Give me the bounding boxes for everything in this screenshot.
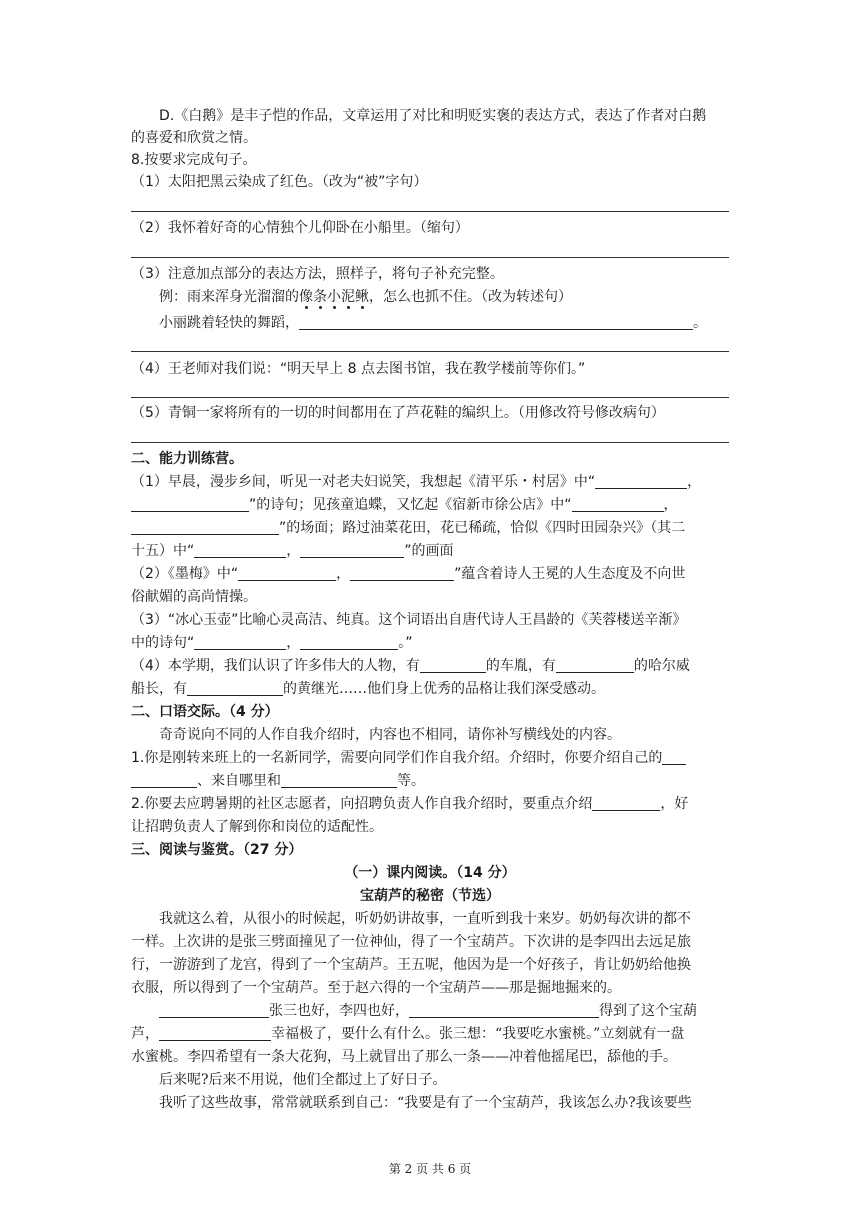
fill-blank[interactable]	[281, 771, 397, 788]
q8-sentence-4: （4）王老师对我们说：“明天早上 8 点去图书馆，我在教学楼前等你们。”	[131, 361, 586, 377]
text: ，	[687, 474, 702, 490]
text: ，	[336, 566, 351, 582]
text: 张三也好，李四也好，	[269, 1003, 409, 1019]
text: ，好	[660, 796, 689, 812]
fill-blank[interactable]	[662, 748, 686, 765]
article-para1-line3: 行，一游游到了龙宫，得到了一个宝葫芦。王五呢，他因为是一个好孩子，肯让奶奶给他换	[131, 957, 691, 973]
fill-blank[interactable]	[159, 1024, 271, 1041]
text: 船长，有	[131, 681, 187, 697]
reading-subsection: （一）课内阅读。（14 分）	[344, 865, 516, 881]
q8-sentence-3: （3）注意加点部分的表达方法，照样子，将句子补充完整。	[131, 266, 504, 282]
fill-blank[interactable]	[592, 794, 660, 811]
q7-option-d-line1: D.《白鹅》是丰子恺的作品，文章运用了对比和明贬实褒的表达方式，表达了作者对白鹅	[159, 108, 707, 124]
text: ”的场面；路过油菜花田，花已稀疏，恰似《四时田园杂兴》（其二	[279, 520, 686, 536]
fill-blank[interactable]	[194, 541, 286, 558]
text: 、来自哪里和	[197, 773, 281, 789]
text: （1）早晨，漫步乡间，听见一对老夫妇说笑，我想起《清平乐・村居》中“	[131, 474, 596, 490]
dotted-char: 条	[313, 289, 327, 305]
answer-line-5	[131, 442, 729, 443]
ability-p2-line1	[131, 564, 729, 586]
q7-option-d-line2: 的喜爱和欣赏之情。	[131, 130, 257, 146]
ability-p3-line2	[131, 633, 729, 655]
q8-sentence-5: （5）青铜一家将所有的一切的时间都用在了芦花鞋的编织上。（用修改符号修改病句）	[131, 405, 665, 421]
text: 得到了这个宝葫	[599, 1003, 697, 1019]
text: 的车胤，有	[485, 658, 556, 674]
q8-title: 8.按要求完成句子。	[131, 152, 257, 168]
text: 中的诗句“	[131, 635, 195, 651]
text: 芦，	[131, 1026, 159, 1042]
text: （4）本学期，我们认识了许多伟大的人物，有	[131, 658, 420, 674]
text: 幸福极了，要什么有什么。张三想：“我要吃水蜜桃。”立刻就有一盘	[271, 1026, 685, 1042]
text: ，	[663, 497, 678, 513]
oral-q1-line2	[131, 771, 729, 793]
page-number: 第 2 页 共 6 页	[388, 1162, 472, 1176]
text: 等。	[397, 773, 425, 789]
article-para4: 我听了这些故事，常常就联系到自己：“我要是有了一个宝葫芦，我该怎么办?我该要些	[159, 1095, 692, 1111]
article-para1-line1: 我就这么着，从很小的时候起，听奶奶讲故事，一直听到我十来岁。奶奶每次讲的都不	[159, 911, 691, 927]
oral-q2-line2: 让招聘负责人了解到你和岗位的适配性。	[131, 819, 383, 835]
example-text-b: ，怎么也抓不住。（改为转述句）	[369, 289, 572, 305]
task-end: 。	[693, 315, 707, 331]
text: ，	[286, 543, 301, 559]
answer-line-1	[131, 211, 729, 212]
q8-sentence-1: （1）太阳把黑云染成了红色。（改为“被”字句）	[131, 174, 428, 190]
section-oral-title: 二、口语交际。（4 分）	[131, 704, 279, 720]
dotted-char: 小	[327, 289, 341, 305]
article-para2-line2	[131, 1024, 729, 1046]
fill-blank[interactable]	[159, 1001, 269, 1018]
text: ”的诗句；见孩童追蝶，又忆起《宿新市徐公店》中“	[249, 497, 572, 513]
article-para1-line4: 衣服，所以得到了一个宝葫芦。至于赵六得的一个宝葫芦——那是掘地掘来的。	[131, 980, 621, 996]
fill-blank[interactable]	[131, 518, 279, 535]
ability-p3-line1: （3）“冰心玉壶”比喻心灵高洁、纯真。这个词语出自唐代诗人王昌龄的《芙蓉楼送辛渐》	[131, 612, 687, 628]
text: 1.你是刚转来班上的一名新同学，需要向同学们作自我介绍。介绍时，你要介绍自己的	[131, 750, 663, 766]
text: ，	[286, 635, 301, 651]
ability-p4-line2	[131, 679, 729, 701]
answer-line-3	[131, 351, 729, 352]
q8-task	[131, 313, 757, 335]
fill-blank[interactable]	[238, 564, 336, 581]
fill-blank[interactable]	[350, 564, 454, 581]
example-text-a: 例：雨来浑身光溜溜的	[159, 289, 299, 305]
ability-p4-line1	[131, 656, 729, 678]
ability-p1-line4	[131, 541, 729, 563]
fill-blank[interactable]	[131, 495, 249, 512]
fill-blank[interactable]	[131, 771, 197, 788]
text: 。”	[398, 635, 413, 651]
text: 2.你要去应聘暑期的社区志愿者，向招聘负责人作自我介绍时，要重点介绍	[131, 796, 593, 812]
text: ”的画面	[404, 543, 454, 559]
oral-q1-line1	[131, 748, 729, 770]
fill-blank[interactable]	[420, 656, 486, 673]
fill-blank[interactable]	[409, 1001, 599, 1018]
oral-intro: 奇奇说向不同的人作自我介绍时，内容也不相同，请你补写横线处的内容。	[159, 727, 621, 743]
ability-p1-line2	[131, 495, 729, 517]
dotted-char: 鳅	[355, 289, 369, 305]
dotted-char: 泥	[341, 289, 355, 305]
article-para3: 后来呢?后来不用说，他们全都过上了好日子。	[159, 1072, 447, 1088]
text: （2）《墨梅》中“	[131, 566, 239, 582]
section-reading-title: 三、阅读与鉴赏。（27 分）	[131, 842, 303, 858]
oral-q2-line1	[131, 794, 729, 816]
fill-blank[interactable]	[572, 495, 664, 512]
text: ”蕴含着诗人王冕的人生态度及不向世	[454, 566, 686, 582]
q8-example	[131, 287, 757, 309]
fill-blank[interactable]	[556, 656, 634, 673]
fill-blank[interactable]	[300, 633, 398, 650]
fill-blank[interactable]	[300, 541, 404, 558]
ability-p1-line3	[131, 518, 729, 540]
answer-line-2	[131, 257, 729, 258]
fill-blank[interactable]	[194, 633, 286, 650]
text: 十五）中“	[131, 543, 195, 559]
article-para2-line3: 水蜜桃。李四希望有一条大花狗，马上就冒出了那么一条——冲着他摇尾巴，舔他的手。	[131, 1049, 677, 1065]
section-ability-title: 二、能力训练营。	[131, 451, 243, 467]
fill-blank[interactable]	[595, 472, 687, 489]
text: 的哈尔威	[633, 658, 690, 674]
article-title: 宝葫芦的秘密（节选）	[360, 888, 500, 904]
task-text: 小丽跳着轻快的舞蹈，	[159, 315, 299, 331]
ability-p2-line2: 俗献媚的高尚情操。	[131, 589, 257, 605]
answer-line-4	[131, 397, 729, 398]
article-para2-line1	[131, 1001, 757, 1023]
ability-p1-line1	[131, 472, 729, 494]
q8-sentence-2: （2）我怀着好奇的心情独个儿仰卧在小船里。（缩句）	[131, 220, 469, 236]
article-para1-line2: 一样。上次讲的是张三劈面撞见了一位神仙，得了一个宝葫芦。下次讲的是李四出去远足旅	[131, 934, 691, 950]
text: 的黄继光……他们身上优秀的品格让我们深受感动。	[283, 681, 605, 697]
fill-blank[interactable]	[299, 313, 693, 330]
dotted-char: 像	[299, 289, 313, 305]
fill-blank[interactable]	[187, 679, 283, 696]
